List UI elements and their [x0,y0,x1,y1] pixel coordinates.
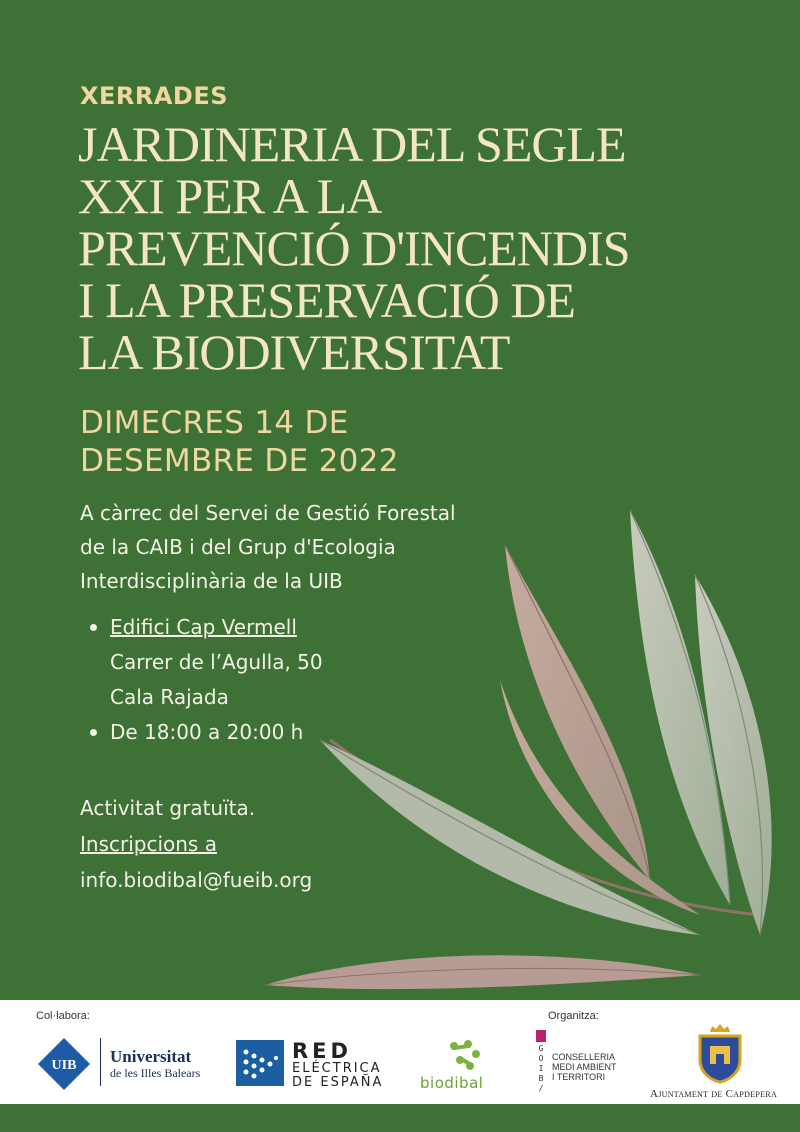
venue-item [90,610,450,715]
date-line: DESEMBRE DE 2022 [80,443,399,479]
intro-line: Interdisciplinària de la UIB [80,569,343,593]
address-line: Carrer de l’Agulla, 50 [110,650,323,674]
intro-line: A càrrec del Servei de Gestió Forestal [80,501,456,525]
uib-logo-icon [36,1036,92,1092]
schedule-text: De 18:00 a 20:00 h [110,720,304,744]
event-date [80,404,399,480]
uib-badge-text: UIB [51,1058,77,1073]
uib-divider [100,1038,101,1086]
poster-title [78,118,778,378]
goib-letter: O [538,1054,544,1063]
capdepera-crest-icon [694,1022,746,1084]
uib-sub: de les Illes Balears [110,1066,201,1080]
biodibal-wordmark: biodibal [420,1074,484,1092]
collabora-label: Col·labora: [36,1010,90,1022]
uib-name: Universitat [110,1047,192,1066]
title-line: I LA PRESERVACIÓ DE [78,272,575,328]
conselleria-line: CONSELLERIA [552,1052,616,1062]
title-line: JARDINERIA DEL SEGLE [78,116,626,172]
goib-letter: I [538,1064,544,1073]
activity-text: Activitat gratuïta. [80,796,256,820]
title-line: PREVENCIÓ D'INCENDIS [78,220,630,276]
registration-link[interactable]: Inscripcions a [80,832,217,856]
goib-letter: B [538,1074,544,1083]
bottom-band [0,1104,800,1132]
venue-link[interactable]: Edifici Cap Vermell [110,615,297,639]
contact-email[interactable]: info.biodibal@fueib.org [80,868,313,892]
red-electrica-logo-icon [236,1040,284,1086]
kicker-xerrades: XERRADES [80,82,229,110]
red-electrica-wordmark [292,1040,383,1090]
goib-flag-icon [536,1030,546,1042]
goib-letters [536,1044,546,1094]
biodibal-frog-icon [446,1038,482,1072]
goib-letter: / [538,1084,544,1093]
organitza-label: Organitza: [548,1010,599,1022]
ree-line2: ELÉCTRICA [292,1061,382,1076]
sponsors-footer [0,1000,800,1104]
capdepera-wordmark: Ajuntament de Capdepera [650,1088,778,1100]
date-line: DIMECRES 14 DE [80,405,349,441]
conselleria-line: I TERRITORI [552,1072,606,1082]
address-line: Cala Rajada [110,685,229,709]
event-details-list [90,610,450,750]
registration-block [80,790,312,898]
conselleria-line: MEDI AMBIENT [552,1062,617,1072]
speakers-intro [80,496,560,598]
goib-letter: G [538,1044,544,1053]
intro-line: de la CAIB i del Grup d'Ecologia [80,535,396,559]
ree-line3: DE ESPAÑA [292,1075,384,1090]
uib-wordmark [110,1048,200,1080]
ree-line1: RED [292,1039,352,1063]
title-line: LA BIODIVERSITAT [78,324,510,380]
conselleria-wordmark [552,1052,617,1082]
title-line: XXI PER A LA [78,168,382,224]
schedule-item [90,715,450,750]
